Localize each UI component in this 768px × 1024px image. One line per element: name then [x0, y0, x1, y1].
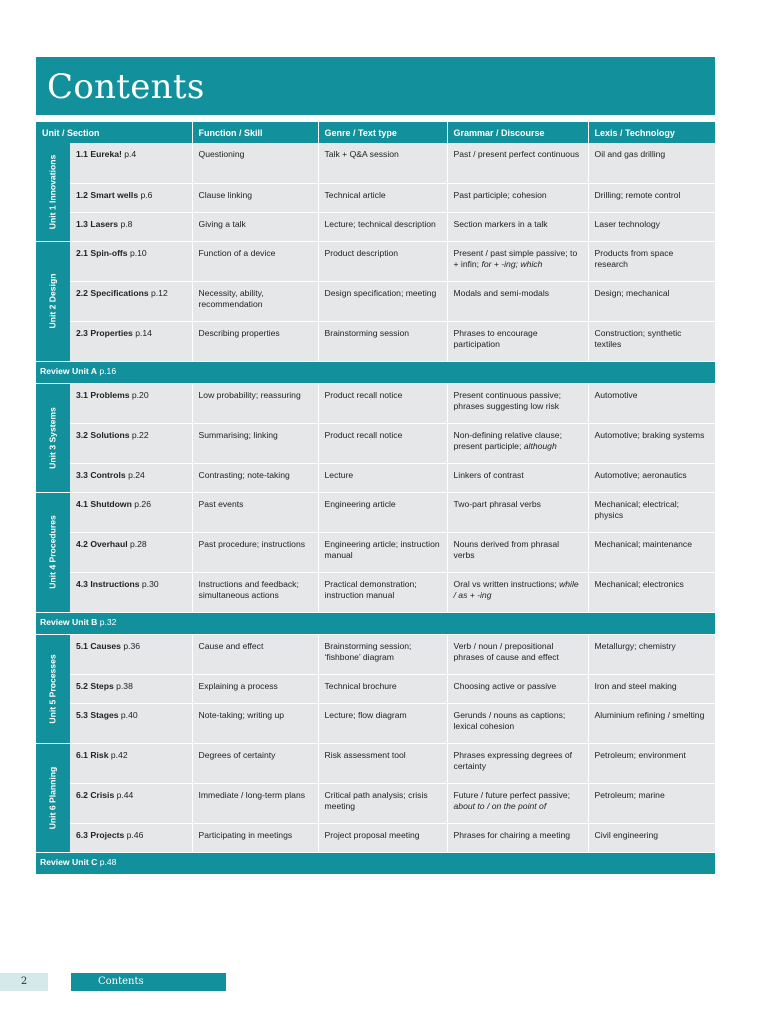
review-label: Review Unit A	[40, 366, 97, 377]
function-cell: Instructions and feedback; simultaneous actions	[192, 572, 318, 612]
section-page: p.28	[129, 538, 147, 549]
section-cell	[70, 463, 192, 492]
header-row	[36, 122, 715, 143]
lexis-cell: Mechanical; electrical; physics	[588, 492, 715, 532]
header-lexis-technology: Lexis / Technology	[588, 122, 715, 143]
genre-cell: Critical path analysis; crisis meeting	[318, 783, 447, 823]
genre-cell: Risk assessment tool	[318, 743, 447, 783]
table-row	[36, 572, 715, 612]
genre-cell: Practical demonstration; instruction manual	[318, 572, 447, 612]
section-title: 1.2 Smart wells	[76, 189, 139, 200]
section-page: p.38	[116, 680, 133, 691]
section-page: p.6	[140, 189, 153, 200]
grammar-cell	[447, 212, 588, 241]
grammar-cell	[447, 492, 588, 532]
grammar-text: Present continuous passive; phrases suggesting low risk	[453, 389, 562, 411]
grammar-cell	[447, 143, 588, 183]
grammar-text: Phrases to encourage participation	[453, 327, 538, 349]
function-cell: Function of a device	[192, 241, 318, 281]
section-page: p.10	[129, 247, 147, 258]
table-row	[36, 423, 715, 463]
review-cell	[36, 852, 715, 874]
function-cell: Questioning	[192, 143, 318, 183]
unit-label: Unit 3 Systems	[47, 406, 58, 469]
genre-cell: Talk + Q&A session	[318, 143, 447, 183]
genre-cell: Project proposal meeting	[318, 823, 447, 852]
review-page: p.32	[99, 617, 117, 628]
section-title: 3.2 Solutions	[76, 429, 130, 440]
function-cell: Note-taking; writing up	[192, 703, 318, 743]
table-row	[36, 703, 715, 743]
section-page: p.14	[135, 327, 152, 338]
section-cell	[70, 212, 192, 241]
grammar-cell	[447, 321, 588, 361]
section-page: p.30	[141, 578, 159, 589]
lexis-cell: Drilling; remote control	[588, 183, 715, 212]
table-row	[36, 532, 715, 572]
genre-cell: Lecture; technical description	[318, 212, 447, 241]
section-cell	[70, 423, 192, 463]
table-row	[36, 281, 715, 321]
grammar-italic-text: about to / on the point of	[453, 801, 547, 811]
review-page: p.48	[99, 857, 117, 868]
genre-cell: Product description	[318, 241, 447, 281]
unit-label: Unit 5 Processes	[47, 653, 58, 724]
table-row	[36, 241, 715, 281]
section-cell	[70, 743, 192, 783]
genre-cell: Technical brochure	[318, 674, 447, 703]
table-row	[36, 823, 715, 852]
section-cell	[70, 321, 192, 361]
section-title: 4.2 Overhaul	[76, 538, 128, 549]
unit-label: Unit 4 Procedures	[47, 515, 58, 589]
review-page: p.16	[99, 366, 117, 377]
section-page: p.26	[134, 498, 151, 509]
function-cell: Summarising; linking	[192, 423, 318, 463]
section-title: 2.3 Properties	[76, 327, 133, 338]
section-title: 1.1 Eureka!	[76, 149, 122, 159]
section-cell	[70, 383, 192, 423]
page-number: 2	[0, 973, 48, 991]
section-page: p.22	[131, 429, 149, 440]
grammar-text: Choosing active or passive	[453, 680, 557, 691]
section-page: p.12	[151, 287, 168, 298]
grammar-text: Non-defining relative clause; present participle;	[453, 429, 562, 451]
table-row	[36, 674, 715, 703]
header-genre-text-type: Genre / Text type	[318, 122, 447, 143]
genre-cell: Brainstorming session	[318, 321, 447, 361]
section-page: p.8	[120, 218, 133, 229]
grammar-cell	[447, 572, 588, 612]
table-row	[36, 463, 715, 492]
section-title: 6.1 Risk	[76, 749, 109, 760]
lexis-cell: Aluminium refining / smelting	[588, 703, 715, 743]
title-bar	[36, 57, 715, 115]
grammar-cell	[447, 241, 588, 281]
grammar-cell	[447, 183, 588, 212]
footer-label-text: Contents	[98, 976, 144, 987]
section-title: 3.1 Problems	[76, 389, 130, 400]
section-page: p.4	[124, 149, 137, 159]
grammar-text: Past / present perfect continuous	[453, 149, 580, 159]
function-cell: Cause and effect	[192, 634, 318, 674]
lexis-cell: Mechanical; maintenance	[588, 532, 715, 572]
section-page: p.46	[126, 829, 144, 840]
section-page: p.44	[116, 789, 134, 800]
genre-cell: Design specification; meeting	[318, 281, 447, 321]
grammar-cell	[447, 743, 588, 783]
section-cell	[70, 703, 192, 743]
grammar-text: Past participle; cohesion	[453, 189, 547, 200]
unit-label: Unit 2 Design	[47, 273, 58, 329]
grammar-italic-text: while / as + -ing	[453, 578, 579, 600]
grammar-cell	[447, 423, 588, 463]
grammar-cell	[447, 783, 588, 823]
function-cell: Past procedure; instructions	[192, 532, 318, 572]
grammar-text: Linkers of contrast	[453, 469, 524, 480]
section-cell	[70, 143, 192, 183]
grammar-text: Modals and semi-modals	[453, 287, 550, 298]
function-cell: Low probability; reassuring	[192, 383, 318, 423]
section-cell	[70, 281, 192, 321]
grammar-text: Present / past simple passive; to + infin;	[453, 247, 578, 269]
unit-label-cell	[36, 241, 70, 361]
review-cell	[36, 612, 715, 634]
grammar-text: Oral vs written instructions;	[453, 578, 557, 589]
table-row	[36, 143, 715, 183]
lexis-cell: Laser technology	[588, 212, 715, 241]
section-title: 6.3 Projects	[76, 829, 125, 840]
genre-cell: Engineering article	[318, 492, 447, 532]
lexis-cell: Construction; synthetic textiles	[588, 321, 715, 361]
table-row	[36, 183, 715, 212]
section-title: 4.3 Instructions	[76, 578, 140, 589]
review-row	[36, 852, 715, 874]
function-cell: Describing properties	[192, 321, 318, 361]
lexis-cell: Products from space research	[588, 241, 715, 281]
table-row	[36, 383, 715, 423]
section-page: p.36	[123, 640, 141, 651]
footer-section-label	[71, 973, 226, 991]
lexis-cell: Automotive; aeronautics	[588, 463, 715, 492]
table-row	[36, 212, 715, 241]
grammar-cell	[447, 463, 588, 492]
section-title: 5.1 Causes	[76, 640, 121, 651]
grammar-cell	[447, 823, 588, 852]
grammar-text: Two-part phrasal verbs	[453, 498, 541, 509]
section-title: 3.3 Controls	[76, 469, 126, 480]
grammar-text: Nouns derived from phrasal verbs	[453, 538, 560, 560]
grammar-italic-text: for + -ing; which	[481, 259, 543, 269]
section-title: 2.2 Specifications	[76, 287, 149, 298]
function-cell: Clause linking	[192, 183, 318, 212]
header-grammar-discourse: Grammar / Discourse	[447, 122, 588, 143]
section-title: 6.2 Crisis	[76, 789, 115, 800]
section-cell	[70, 492, 192, 532]
grammar-cell	[447, 281, 588, 321]
function-cell: Degrees of certainty	[192, 743, 318, 783]
section-page: p.20	[131, 389, 149, 400]
section-page: p.42	[110, 749, 128, 760]
unit-label-cell	[36, 634, 70, 743]
genre-cell: Brainstorming session; ‘fishbone’ diagram	[318, 634, 447, 674]
lexis-cell: Mechanical; electronics	[588, 572, 715, 612]
lexis-cell: Metallurgy; chemistry	[588, 634, 715, 674]
section-cell	[70, 572, 192, 612]
section-title: 4.1 Shutdown	[76, 498, 132, 509]
lexis-cell: Automotive	[588, 383, 715, 423]
section-title: 5.2 Steps	[76, 680, 114, 691]
grammar-cell	[447, 634, 588, 674]
function-cell: Giving a talk	[192, 212, 318, 241]
function-cell: Necessity, ability, recommendation	[192, 281, 318, 321]
lexis-cell: Petroleum; marine	[588, 783, 715, 823]
function-cell: Immediate / long-term plans	[192, 783, 318, 823]
section-title: 2.1 Spin-offs	[76, 247, 128, 258]
header-unit-section: Unit / Section	[36, 122, 192, 143]
grammar-cell	[447, 532, 588, 572]
lexis-cell: Iron and steel making	[588, 674, 715, 703]
review-label: Review Unit B	[40, 617, 98, 628]
genre-cell: Lecture; flow diagram	[318, 703, 447, 743]
section-cell	[70, 634, 192, 674]
table-row	[36, 321, 715, 361]
unit-label-cell	[36, 143, 70, 241]
grammar-text: Future / future perfect passive;	[453, 789, 571, 800]
lexis-cell: Automotive; braking systems	[588, 423, 715, 463]
grammar-cell	[447, 703, 588, 743]
genre-cell: Technical article	[318, 183, 447, 212]
section-cell	[70, 823, 192, 852]
unit-label: Unit 6 Planning	[47, 766, 58, 829]
unit-label-cell	[36, 383, 70, 492]
section-cell	[70, 241, 192, 281]
lexis-cell: Civil engineering	[588, 823, 715, 852]
table-row	[36, 634, 715, 674]
table-row	[36, 743, 715, 783]
lexis-cell: Oil and gas drilling	[588, 143, 715, 183]
function-cell: Participating in meetings	[192, 823, 318, 852]
page-title: Contents	[47, 67, 205, 107]
section-cell	[70, 783, 192, 823]
unit-label-cell	[36, 492, 70, 612]
section-page: p.24	[128, 469, 145, 480]
lexis-cell: Petroleum; environment	[588, 743, 715, 783]
function-cell: Contrasting; note-taking	[192, 463, 318, 492]
lexis-cell: Design; mechanical	[588, 281, 715, 321]
function-cell: Past events	[192, 492, 318, 532]
unit-label-cell	[36, 743, 70, 852]
section-cell	[70, 674, 192, 703]
review-cell	[36, 361, 715, 383]
section-cell	[70, 532, 192, 572]
genre-cell: Product recall notice	[318, 383, 447, 423]
grammar-text: Gerunds / nouns as captions; lexical cohesion	[453, 709, 566, 731]
genre-cell: Lecture	[318, 463, 447, 492]
section-cell	[70, 183, 192, 212]
grammar-text: Phrases expressing degrees of certainty	[453, 749, 572, 771]
unit-label: Unit 1 Innovations	[47, 154, 58, 229]
genre-cell: Product recall notice	[318, 423, 447, 463]
review-row	[36, 612, 715, 634]
genre-cell: Engineering article; instruction manual	[318, 532, 447, 572]
header-function-skill: Function / Skill	[192, 122, 318, 143]
section-page: p.40	[120, 709, 138, 720]
table-row	[36, 783, 715, 823]
review-row	[36, 361, 715, 383]
function-cell: Explaining a process	[192, 674, 318, 703]
table-row	[36, 492, 715, 532]
section-title: 5.3 Stages	[76, 709, 119, 720]
section-title: 1.3 Lasers	[76, 218, 119, 229]
grammar-text: Verb / noun / prepositional phrases of cause and effect	[453, 640, 559, 662]
review-label: Review Unit C	[40, 857, 98, 868]
grammar-cell	[447, 674, 588, 703]
grammar-italic-text: although	[523, 441, 557, 451]
grammar-text: Section markers in a talk	[453, 218, 548, 229]
grammar-cell	[447, 383, 588, 423]
grammar-text: Phrases for chairing a meeting	[453, 829, 571, 840]
contents-table	[36, 122, 715, 875]
